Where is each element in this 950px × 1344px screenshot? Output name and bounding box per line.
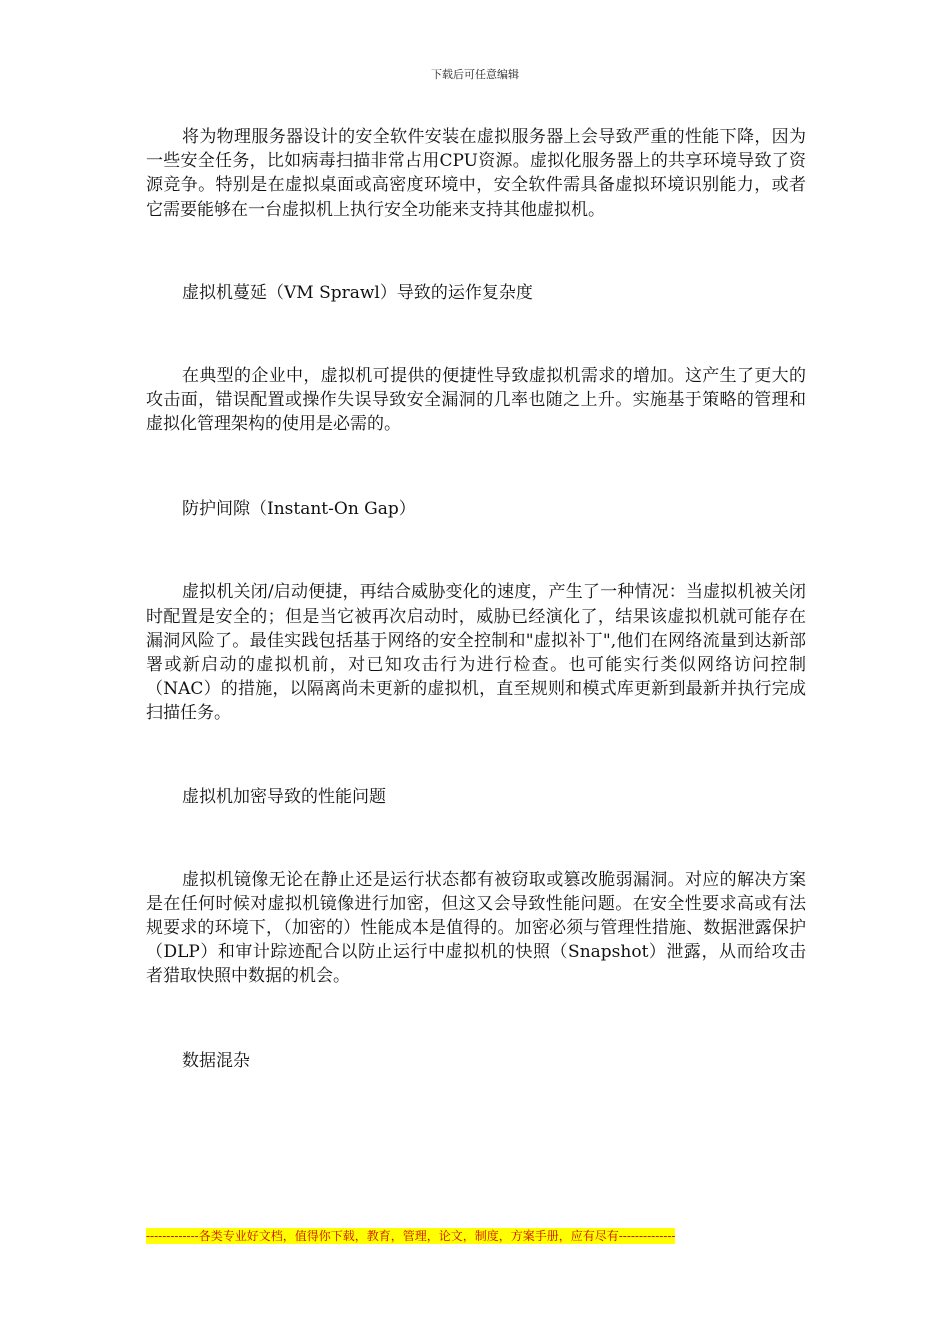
page-header: 下载后可任意编辑 xyxy=(431,68,519,81)
section-heading-data-mixing: 数据混杂 xyxy=(182,1050,250,1071)
section-heading-encryption: 虚拟机加密导致的性能问题 xyxy=(182,786,386,807)
section-heading-instant-on-gap: 防护间隙（Instant-On Gap） xyxy=(182,499,416,520)
document-body xyxy=(146,125,806,1073)
section-heading-vm-sprawl: 虚拟机蔓延（VM Sprawl）导致的运作复杂度 xyxy=(182,282,533,303)
paragraph-instant-on-gap: 虚拟机关闭/启动便捷，再结合威胁变化的速度，产生了一种情况：当虚拟机被关闭时配置是安全的；但是当它被再次启动时，威胁已经演化了，结果该虚拟机就可能存在漏洞风险了。最佳实践包括基于网络的安全控制和"虚拟补丁",他们在网络流量到达新部署或新启动的虚拟机前，对已知攻击行为进行检查。也可能实行类似网络访问控制（NAC）的措施，以隔离尚未更新的虚拟机，直至规则和模式库更新到最新并执行完成扫描任务。 xyxy=(146,582,806,724)
paragraph-vm-sprawl: 在典型的企业中，虚拟机可提供的便捷性导致虚拟机需求的增加。这产生了更大的攻击面，错误配置或操作失误导致安全漏洞的几率也随之上升。实施基于策略的管理和虚拟化管理架构的使用是必需的。 xyxy=(146,365,806,435)
page-footer-banner: -------------各类专业好文档，值得你下载，教育，管理，论文，制度，方案手册，应有尽有-------------- xyxy=(146,1229,676,1243)
paragraph-performance: 将为物理服务器设计的安全软件安装在虚拟服务器上会导致严重的性能下降，因为一些安全任务，比如病毒扫描非常占用CPU资源。虚拟化服务器上的共享环境导致了资源竞争。特别是在虚拟桌面或高密度环境中，安全软件需具备虚拟环境识别能力，或者它需要能够在一台虚拟机上执行安全功能来支持其他虚拟机。 xyxy=(146,127,806,220)
paragraph-encryption: 虚拟机镜像无论在静止还是运行状态都有被窃取或篡改脆弱漏洞。对应的解决方案是在任何时候对虚拟机镜像进行加密，但这又会导致性能问题。在安全性要求高或有法规要求的环境下，（加密的）性能成本是值得的。加密必须与管理性措施、数据泄露保护（DLP）和审计踪迹配合以防止运行中虚拟机的快照（Snapshot）泄露，从而给攻击者猎取快照中数据的机会。 xyxy=(146,869,806,987)
